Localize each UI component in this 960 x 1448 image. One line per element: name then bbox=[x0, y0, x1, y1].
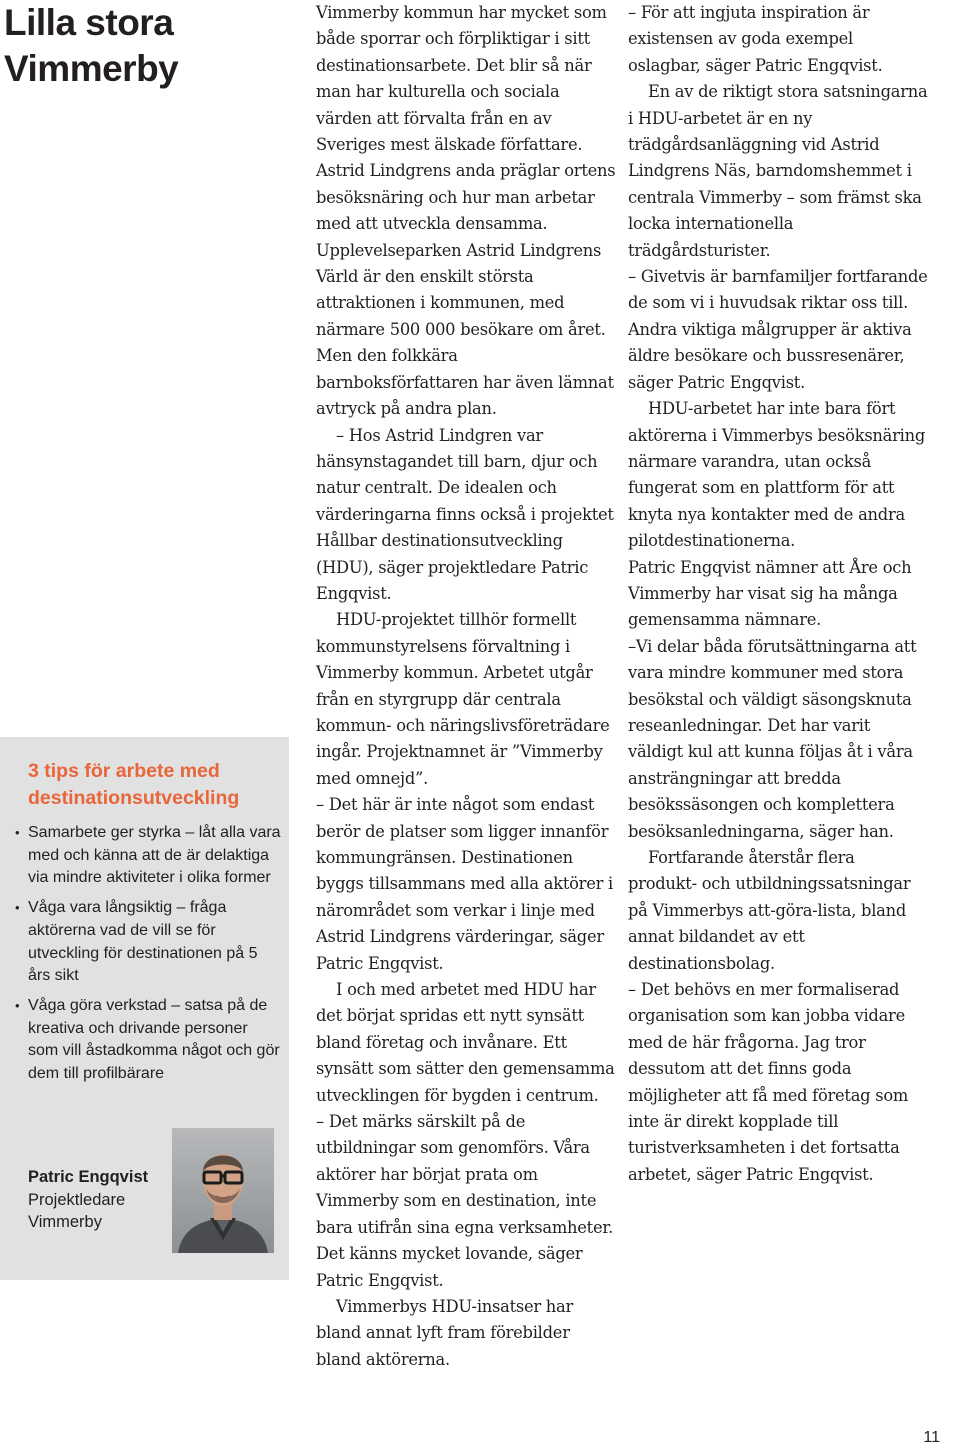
article-column-2 bbox=[628, 0, 928, 1188]
paragraph: – Det behövs en mer formaliserad organisation som kan jobba vidare med de här frågorna. Jag tror dessutom att det finns goda möjligheter att få med företag som inte är direkt kopplade till turistverksamheten i det fortsatta arbetet, säger Patric Engqvist. bbox=[628, 980, 909, 1184]
paragraph: – Det märks särskilt på de utbildningar som genomförs. Våra aktörer har börjat prata om Vimmerby som en destination, inte bara utifrån sina egna verksamheter. Det känns mycket lovande, säger Patric Engqvist. bbox=[316, 1112, 614, 1290]
portrait-illustration bbox=[172, 1128, 274, 1253]
person-place: Vimmerby bbox=[28, 1213, 102, 1231]
paragraph: Patric Engqvist nämner att Åre och Vimmerby har visat sig ha många gemensamma nämnare. bbox=[628, 557, 912, 630]
paragraph: –Vi delar båda förutsättningarna att vara mindre kommuner med stora besökstal och väldigt säsongsknuta reseanledningar. Det har varit väldigt kul att kunna följas åt i våra ansträngningar att bredda besökssäsongen och komplettera besöksanledningarna, säger han. bbox=[628, 636, 917, 841]
tips-list bbox=[28, 822, 282, 1093]
tip-item: • Samarbete ger styrka – låt alla vara med och känna att de är delaktiga via mindre aktiviteter i olika former bbox=[28, 822, 282, 890]
article-headline: Lilla stora Vimmerby bbox=[4, 2, 179, 89]
person-info bbox=[28, 1166, 168, 1234]
paragraph: Fortfarande återstår flera produkt- och utbildningssatsningar på Vimmerbys att-göra-lista, bland annat bildandet av ett destinationsbolag. bbox=[628, 848, 911, 973]
person-title: Projektledare bbox=[28, 1190, 126, 1209]
paragraph: – Det här är inte något som endast berör de platser som ligger innanför kommungränsen. Destinationen byggs tillsammans med alla aktörer i närområdet som verkar i linje med Astrid Lindgrens värderingar, säger Patric Engqvist. bbox=[316, 795, 613, 973]
tip-item: • Våga göra verkstad – satsa på de kreativa och drivande personer som vill åstadkomma något och gör dem till profilbärare bbox=[28, 995, 282, 1086]
paragraph: – För att ingjuta inspiration är existensen av goda exempel oslagbar, säger Patric Engqvist. bbox=[628, 3, 883, 75]
paragraph: Vimmerby kommun har mycket som både sporrar och förpliktigar i sitt destinationsarbete. Det blir så när man har kulturella och sociala värden att förvalta från en av Sveriges mest älskade författare. Astrid Lindgrens anda präglar ortens besöksnäring och hur man arbetar med att utveckla densamma. Upplevelseparken Astrid Lindgrens Värld är den enskilt största attraktionen i kommunen, med närmare 500 000 besökare om året. Men den folkkära barnboksförfattaren har även lämnat avtryck på andra plan. bbox=[316, 3, 616, 419]
paragraph: I och med arbetet med HDU har det börjat spridas ett nytt synsätt bland företag och invånare. Ett synsätt som sätter den gemensamma utvecklingen för bygden i centrum. bbox=[316, 980, 615, 1105]
paragraph: HDU-projektet tillhör formellt kommunstyrelsens förvaltning i Vimmerby kommun. Arbetet utgår från en styrgrupp där centrala kommun- och näringslivsföreträdare ingår. Projektnamnet är ”Vimmerby med omnejd”. bbox=[316, 610, 610, 788]
page-number: 11 bbox=[923, 1429, 940, 1446]
paragraph: – Hos Astrid Lindgren var hänsynstagandet till barn, djur och natur centralt. De idealen och värderingarna finns också i projektet Hållbar destinationsutveckling (HDU), säger projektledare Patric Engqvist. bbox=[316, 425, 614, 603]
person-name: Patric Engqvist bbox=[28, 1168, 149, 1186]
tip-item: • Våga vara långsiktig – fråga aktörerna vad de vill se för utveckling för destinationen på 5 års sikt bbox=[28, 897, 282, 988]
article-column-1 bbox=[316, 0, 616, 1373]
portrait-photo bbox=[172, 1128, 274, 1253]
tips-title: 3 tips för arbete med destinationsutveckling bbox=[28, 760, 240, 809]
paragraph: En av de riktigt stora satsningarna i HDU-arbetet är en ny trädgårdsanläggning vid Astrid Lindgrens Näs, barndomshemmet i centrala Vimmerby – som främst ska locka internationella trädgårdsturister. bbox=[628, 82, 928, 260]
paragraph: HDU-arbetet har inte bara fört aktörerna i Vimmerbys besöksnäring närmare varandra, utan också fungerat som en plattform för att knyta nya kontakter med de andra pilotdestinationerna. bbox=[628, 399, 926, 551]
paragraph: Vimmerbys HDU-insatser har bland annat lyft fram förebilder bland aktörerna. bbox=[316, 1296, 574, 1369]
paragraph: – Givetvis är barnfamiljer fortfarande de som vi i huvudsak riktar oss till. Andra viktiga målgrupper är aktiva äldre besökare och bussresenärer, säger Patric Engqvist. bbox=[628, 267, 928, 392]
